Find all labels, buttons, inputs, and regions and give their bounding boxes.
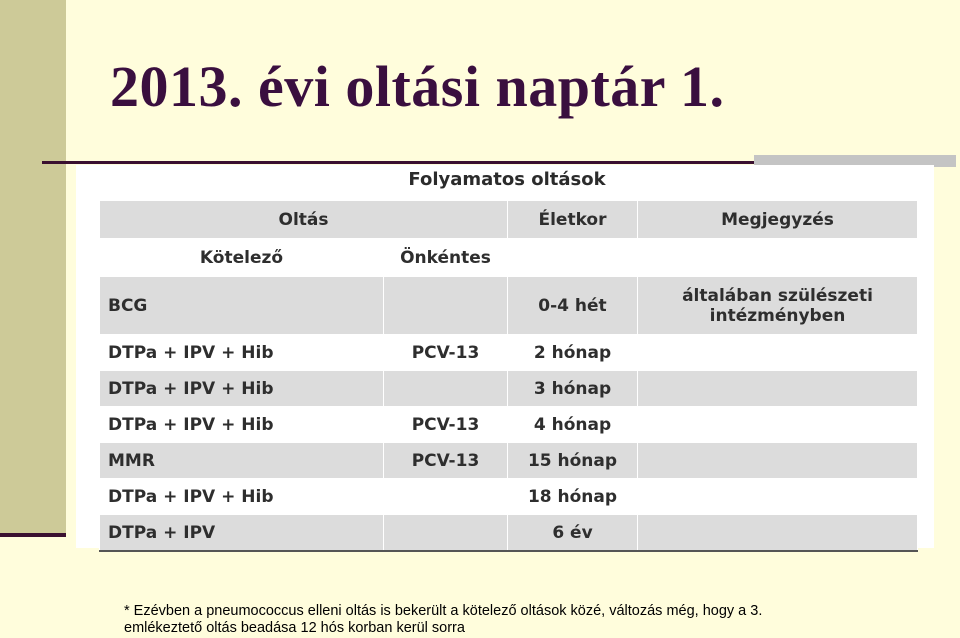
header-eletkor: Életkor xyxy=(508,201,638,239)
table-row xyxy=(100,479,918,515)
table-row xyxy=(100,407,918,443)
header-megjegyzes: Megjegyzés xyxy=(638,201,918,239)
table-heading: Folyamatos oltások xyxy=(408,169,606,190)
cell-megjegyzes xyxy=(638,479,918,515)
cell-onkentes: PCV-13 xyxy=(384,407,508,443)
table-row xyxy=(100,371,918,407)
cell-kotelezo: DTPa + IPV xyxy=(100,515,384,552)
cell-megjegyzes: általában szülészeti intézményben xyxy=(638,277,918,335)
left-decorative-band xyxy=(0,0,66,536)
cell-kotelezo: MMR xyxy=(100,443,384,479)
cell-kotelezo: DTPa + IPV + Hib xyxy=(100,479,384,515)
cell-eletkor: 4 hónap xyxy=(508,407,638,443)
vaccination-table xyxy=(99,200,918,552)
cell-megjegyzes xyxy=(638,515,918,552)
cell-onkentes xyxy=(384,479,508,515)
cell-kotelezo: DTPa + IPV + Hib xyxy=(100,371,384,407)
footnote-line-1: * Ezévben a pneumococcus elleni oltás is bekerült a kötelező oltások közé, változás még, hogy a 3. xyxy=(124,603,763,619)
cell-onkentes: PCV-13 xyxy=(384,335,508,371)
cell-megjegyzes xyxy=(638,335,918,371)
header-eletkor-empty xyxy=(508,239,638,277)
table-row xyxy=(100,277,918,335)
table-row xyxy=(100,443,918,479)
cell-onkentes xyxy=(384,277,508,335)
cell-eletkor: 3 hónap xyxy=(508,371,638,407)
cell-eletkor: 2 hónap xyxy=(508,335,638,371)
header-onkentes: Önkéntes xyxy=(384,239,508,277)
cell-eletkor: 6 év xyxy=(508,515,638,552)
header-oltas: Oltás xyxy=(100,201,508,239)
cell-kotelezo: DTPa + IPV + Hib xyxy=(100,335,384,371)
cell-onkentes: PCV-13 xyxy=(384,443,508,479)
left-band-divider xyxy=(0,533,66,537)
cell-eletkor: 0-4 hét xyxy=(508,277,638,335)
cell-onkentes xyxy=(384,371,508,407)
header-kotelezo: Kötelező xyxy=(100,239,384,277)
cell-eletkor: 18 hónap xyxy=(508,479,638,515)
cell-kotelezo: DTPa + IPV + Hib xyxy=(100,407,384,443)
table-row xyxy=(100,335,918,371)
footnote-line-2: emlékeztető oltás beadása 12 hós korban kerül sorra xyxy=(124,620,465,636)
cell-megjegyzes xyxy=(638,407,918,443)
cell-megjegyzes xyxy=(638,443,918,479)
footnote xyxy=(124,603,824,637)
cell-onkentes xyxy=(384,515,508,552)
header-megjegyzes-empty xyxy=(638,239,918,277)
cell-eletkor: 15 hónap xyxy=(508,443,638,479)
cell-kotelezo: BCG xyxy=(100,277,384,335)
cell-megjegyzes xyxy=(638,371,918,407)
title-underline xyxy=(42,161,798,164)
slide-title: 2013. évi oltási naptár 1. xyxy=(110,54,725,119)
table-row xyxy=(100,515,918,552)
